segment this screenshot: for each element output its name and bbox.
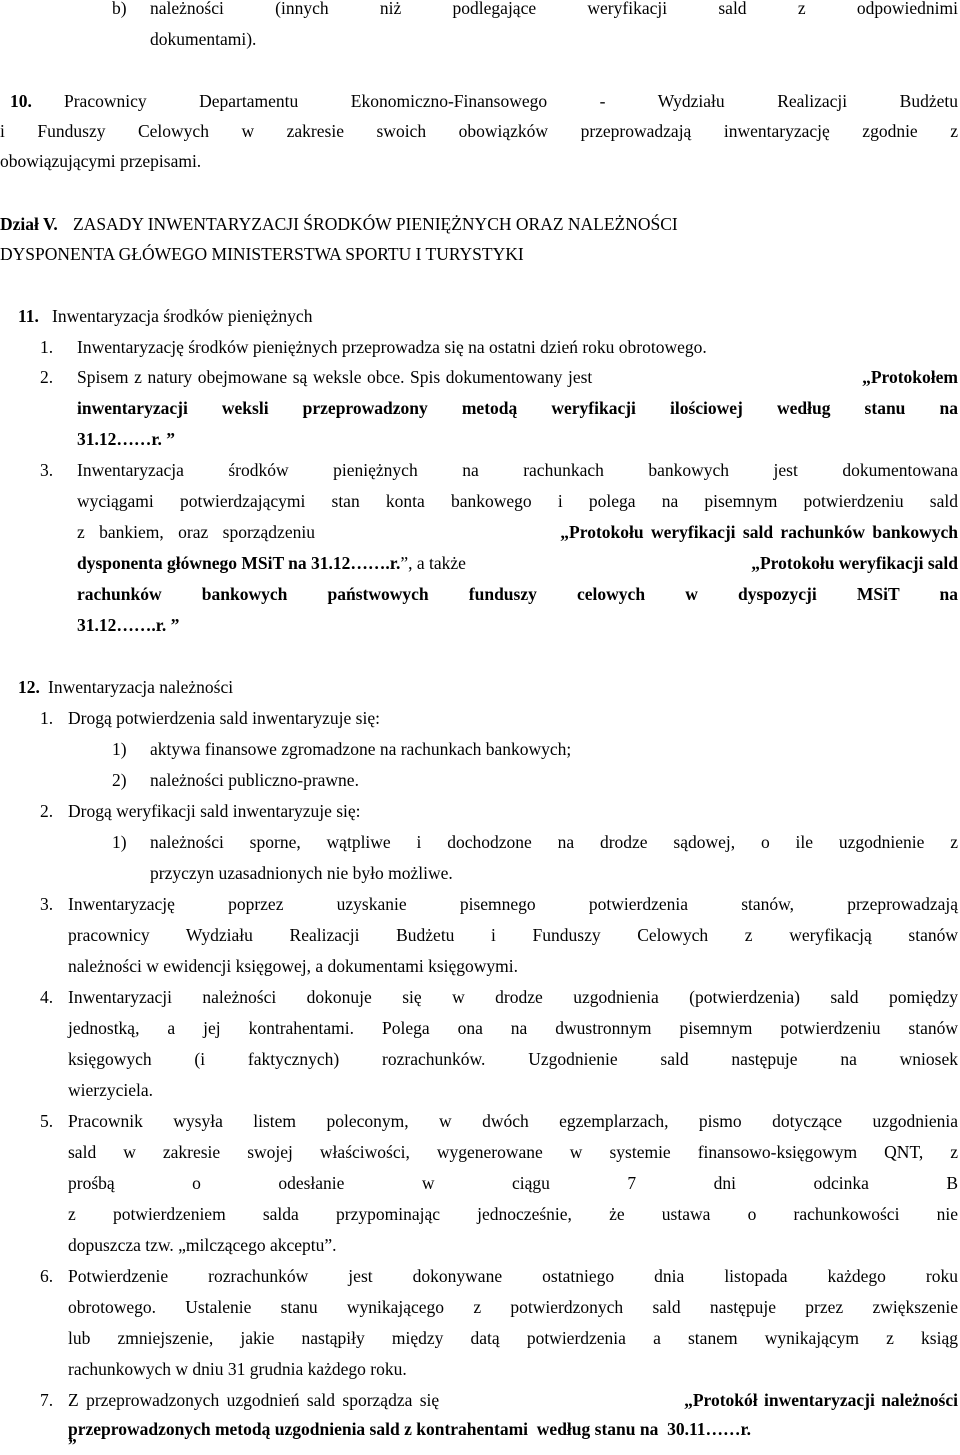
section-title-line1: ZASADY INWENTARYZACJI ŚRODKÓW PIENIĘŻNYCH ORAZ NALEŻNOŚCI <box>73 214 678 234</box>
para11-item3-line6: 31.12…….r. ” <box>77 615 180 635</box>
para12-item1-sub1-number: 1) <box>112 739 127 759</box>
item-b-line2: dokumentami). <box>150 29 257 49</box>
para11-item2-number: 2. <box>40 367 54 387</box>
para12-item3-line1: Inwentaryzację poprzez uzyskanie pisemnego potwierdzenia stanów, przeprowadzają <box>68 894 958 914</box>
para12-item7-line1 <box>68 1389 958 1411</box>
para10-line2: i Funduszy Celowych w zakresie swoich obowiązków przeprowadzają inwentaryzację zgodnie z <box>0 121 958 141</box>
para11-item3-line3 <box>77 521 958 543</box>
para11-item2-protocol-ref: „Protokołem <box>862 367 958 387</box>
para11-item3-line2: wyciągami potwierdzającymi stan konta bankowego i polega na pisemnym potwierdzeniu sald <box>77 491 958 511</box>
para12-title: Inwentaryzacja należności <box>48 677 234 697</box>
para12-item6-line3: lub zmniejszenie, jakie nastąpiły między datą potwierdzenia a stanem wynikającym z ksiąg <box>68 1328 958 1348</box>
para12-item1-sub2-text: należności publiczno-prawne. <box>150 770 359 790</box>
para12-item3-line3: należności w ewidencji księgowej, a dokumentami księgowymi. <box>68 956 519 976</box>
para12-item1-sub1-text: aktywa finansowe zgromadzone na rachunkach bankowych; <box>150 739 572 759</box>
para12-item1-text: Drogą potwierdzenia sald inwentaryzuje się: <box>68 708 380 728</box>
para12-item5-line5: dopuszcza tzw. „milczącego akceptu”. <box>68 1235 337 1255</box>
para12-item4-line4: wierzyciela. <box>68 1080 154 1100</box>
para12-item2-sub1-number: 1) <box>112 832 127 852</box>
para11-item3-protocol-ref2: „Protokołu weryfikacji sald <box>751 553 958 573</box>
para11-title: Inwentaryzacja środków pieniężnych <box>52 306 313 326</box>
item-b-line1: należności (innych niż podlegające weryfikacji sald z odpowiednimi <box>150 0 958 18</box>
para12-item7-line1-text: Z przeprowadzonych uzgodnień sald sporządza się <box>68 1390 447 1410</box>
section-title-line2: DYSPONENTA GŁÓWEGO MINISTERSTWA SPORTU I TURYSTYKI <box>0 244 524 264</box>
para12-item4-line1: Inwentaryzacji należności dokonuje się w drodze uzgodnienia (potwierdzenia) sald pomiędzy <box>68 987 958 1007</box>
para11-item3-number: 3. <box>40 460 54 480</box>
para12-item7-line3: ” <box>68 1435 77 1455</box>
para12-number: 12. <box>18 677 40 697</box>
para11-item3-protocol-ref1: „Protokołu weryfikacji sald rachunków bankowych <box>560 522 958 542</box>
para11-item2-line2: inwentaryzacji weksli przeprowadzony metodą weryfikacji ilościowej według stanu na <box>77 398 958 418</box>
para12-item6-line2: obrotowego. Ustalenie stanu wynikającego z potwierdzonych sald następuje przez zwiększenie <box>68 1297 958 1317</box>
para10-line3: obowiązującymi przepisami. <box>0 151 202 171</box>
section-label: Dział V. <box>0 214 58 234</box>
para12-item7-number: 7. <box>40 1390 54 1410</box>
para11-item3-line4-bold: dysponenta głównego MSiT na 31.12…….r. <box>77 553 401 573</box>
para12-item4-number: 4. <box>40 987 54 1007</box>
para12-item2-number: 2. <box>40 801 54 821</box>
para12-item3-number: 3. <box>40 894 54 914</box>
para12-item3-line2: pracownicy Wydziału Realizacji Budżetu i Funduszy Celowych z weryfikacją stanów <box>68 925 958 945</box>
para11-item2-line1-text: Spisem z natury obejmowane są weksle obce. Spis dokumentowany jest <box>77 367 598 387</box>
para12-item5-number: 5. <box>40 1111 54 1131</box>
para11-item3-line5: rachunków bankowych państwowych funduszy celowych w dyspozycji MSiT na <box>77 584 958 604</box>
para12-item4-line2: jednostką, a jej kontrahentami. Polega ona na dwustronnym pisemnym potwierdzeniu stanów <box>68 1018 958 1038</box>
para11-item1-text: Inwentaryzację środków pieniężnych przeprowadza się na ostatni dzień roku obrotowego. <box>77 337 707 357</box>
para12-item2-sub1-line2: przyczyn uzasadnionych nie było możliwe. <box>150 863 453 883</box>
para12-item7-line2: przeprowadzonych metodą uzgodnienia sald z kontrahentami według stanu na 30.11……r. <box>68 1419 752 1439</box>
para12-item7-protocol-ref: „Protokół inwentaryzacji należności <box>684 1390 958 1410</box>
para12-item5-line2: sald w zakresie swojej właściwości, wygenerowane w systemie finansowo-księgowym QNT, z <box>68 1142 958 1162</box>
para11-item3-line1: Inwentaryzacja środków pieniężnych na rachunkach bankowych jest dokumentowana <box>77 460 958 480</box>
item-b-label: b) <box>112 0 127 18</box>
para12-item6-number: 6. <box>40 1266 54 1286</box>
para11-item2-line3: 31.12……r. ” <box>77 429 176 449</box>
para12-item6-line1: Potwierdzenie rozrachunków jest dokonywane ostatniego dnia listopada każdego roku <box>68 1266 958 1286</box>
para11-item3-line3-text: z bankiem, oraz sporządzeniu <box>77 522 330 542</box>
para11-item3-line4-group <box>77 552 470 574</box>
para12-item4-line3: księgowych (i faktycznych) rozrachunków. Uzgodnienie sald następuje na wniosek <box>68 1049 958 1069</box>
para12-item5-line4: z potwierdzeniem salda przypominając jednocześnie, że ustawa o rachunkowości nie <box>68 1204 958 1224</box>
para10-line1: Pracownicy Departamentu Ekonomiczno-Finansowego - Wydziału Realizacji Budżetu <box>64 91 958 111</box>
para11-item2-line1 <box>77 366 958 388</box>
para11-item3-line4-text: ”, a także <box>400 553 471 573</box>
para12-item2-sub1-line1: należności sporne, wątpliwe i dochodzone na drodze sądowej, o ile uzgodnienie z <box>150 832 958 852</box>
para12-item1-sub2-number: 2) <box>112 770 127 790</box>
para11-item3-line4 <box>77 552 958 574</box>
para12-item5-line1: Pracownik wysyła listem poleconym, w dwóch egzemplarzach, pismo dotyczące uzgodnienia <box>68 1111 958 1131</box>
para12-item6-line4: rachunkowych w dniu 31 grudnia każdego roku. <box>68 1359 407 1379</box>
para12-item5-line3: prośbą o odesłanie w ciągu 7 dni odcinka B <box>68 1173 958 1193</box>
para11-number: 11. <box>18 306 39 326</box>
para10-number: 10. <box>10 91 32 111</box>
para12-item1-number: 1. <box>40 708 54 728</box>
para12-item2-text: Drogą weryfikacji sald inwentaryzuje się: <box>68 801 361 821</box>
para11-item1-number: 1. <box>40 337 54 357</box>
